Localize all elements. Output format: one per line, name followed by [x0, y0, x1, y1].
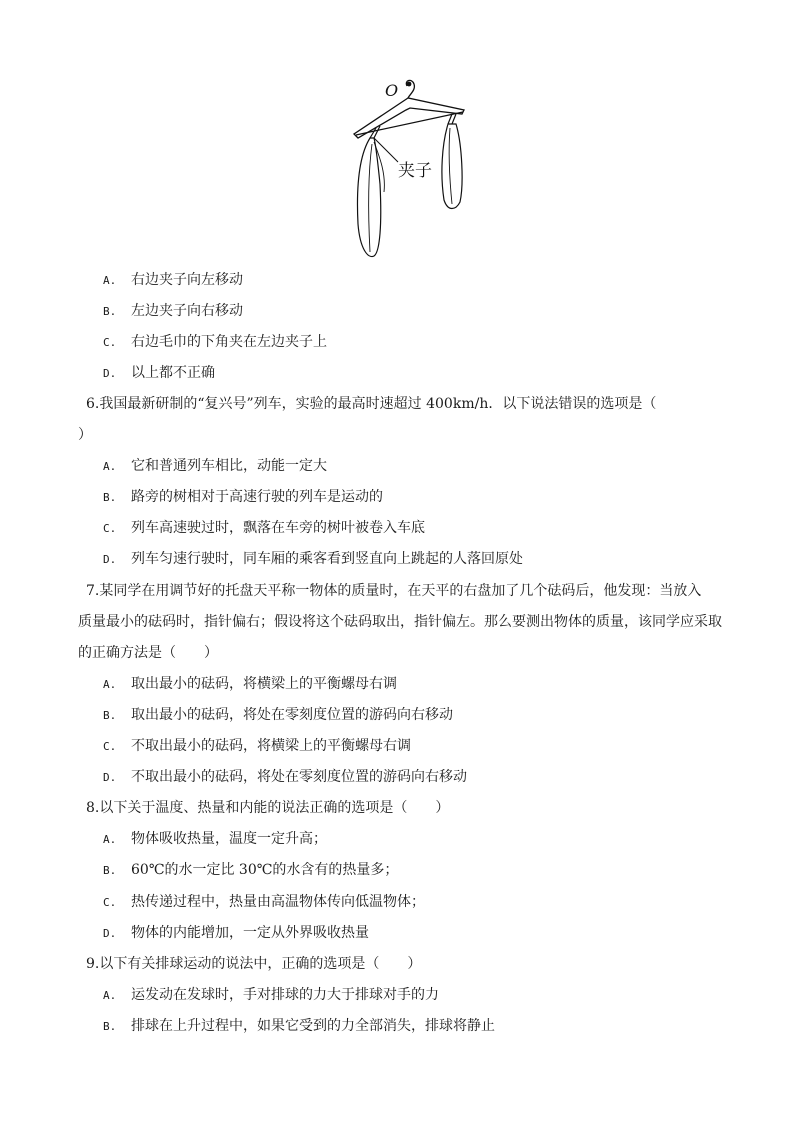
q8-option-d: D. 物体的内能增加，一定从外界吸收热量 — [103, 925, 369, 941]
q8-option-b: B. 60℃的水一定比 30℃的水含有的热量多； — [103, 862, 399, 878]
q7-stem-line1: 7.某同学在用调节好的托盘天平称一物体的质量时，在天平的右盘加了几个砝码后，他发现：当放入 — [86, 583, 702, 599]
q5-option-d: D. 以上都不正确 — [103, 365, 215, 381]
pivot-point — [407, 82, 412, 87]
q8-stem: 8.以下关于温度、热量和内能的说法正确的选项是（ ） — [86, 800, 450, 816]
q6-option-c: C. 列车高速驶过时，飘落在车旁的树叶被卷入车底 — [103, 520, 425, 536]
q7-option-a: A. 取出最小的砝码，将横梁上的平衡螺母右调 — [103, 676, 397, 692]
q9-option-b: B. 排球在上升过程中，如果它受到的力全部消失，排球将静止 — [103, 1018, 495, 1034]
hanger-figure — [340, 74, 480, 264]
q8-option-c: C. 热传递过程中，热量由高温物体传向低温物体； — [103, 894, 425, 910]
q9-stem: 9.以下有关排球运动的说法中，正确的选项是（ ） — [86, 956, 422, 972]
q7-option-b: B. 取出最小的砝码，将处在零刻度位置的游码向右移动 — [103, 707, 453, 723]
right-towel — [442, 124, 462, 209]
q6-option-d: D. 列车匀速行驶时，同车厢的乘客看到竖直向上跳起的人落回原处 — [103, 551, 523, 567]
q6-stem-line2: ） — [78, 427, 92, 443]
q7-stem-line2: 质量最小的砝码时，指针偏右；假设将这个砝码取出，指针偏左。那么要测出物体的质量，该同学应采取 — [78, 614, 722, 630]
clip-label: 夹子 — [398, 161, 432, 181]
q6-stem-line1: 6.我国最新研制的“复兴号”列车，实验的最高时速超过 400km/h．以下说法错误的选项是（ — [86, 396, 657, 412]
q6-option-b: B. 路旁的树相对于高速行驶的列车是运动的 — [103, 489, 383, 505]
q7-stem-line3: 的正确方法是（ ） — [78, 645, 218, 661]
q6-option-a: A. 它和普通列车相比，动能一定大 — [103, 458, 327, 474]
q8-option-a: A. 物体吸收热量，温度一定升高； — [103, 831, 327, 847]
pivot-label-o: O — [385, 81, 399, 100]
q5-option-c: C. 右边毛巾的下角夹在左边夹子上 — [103, 334, 327, 350]
q7-option-c: C. 不取出最小的砝码，将横梁上的平衡螺母右调 — [103, 738, 411, 754]
q5-option-b: B. 左边夹子向右移动 — [103, 303, 243, 319]
q9-option-a: A. 运发动在发球时，手对排球的力大于排球对手的力 — [103, 987, 439, 1003]
q7-option-d: D. 不取出最小的砝码，将处在零刻度位置的游码向右移动 — [103, 769, 467, 785]
q5-option-a: A. 右边夹子向左移动 — [103, 272, 243, 288]
hanger-diagram — [340, 74, 480, 264]
